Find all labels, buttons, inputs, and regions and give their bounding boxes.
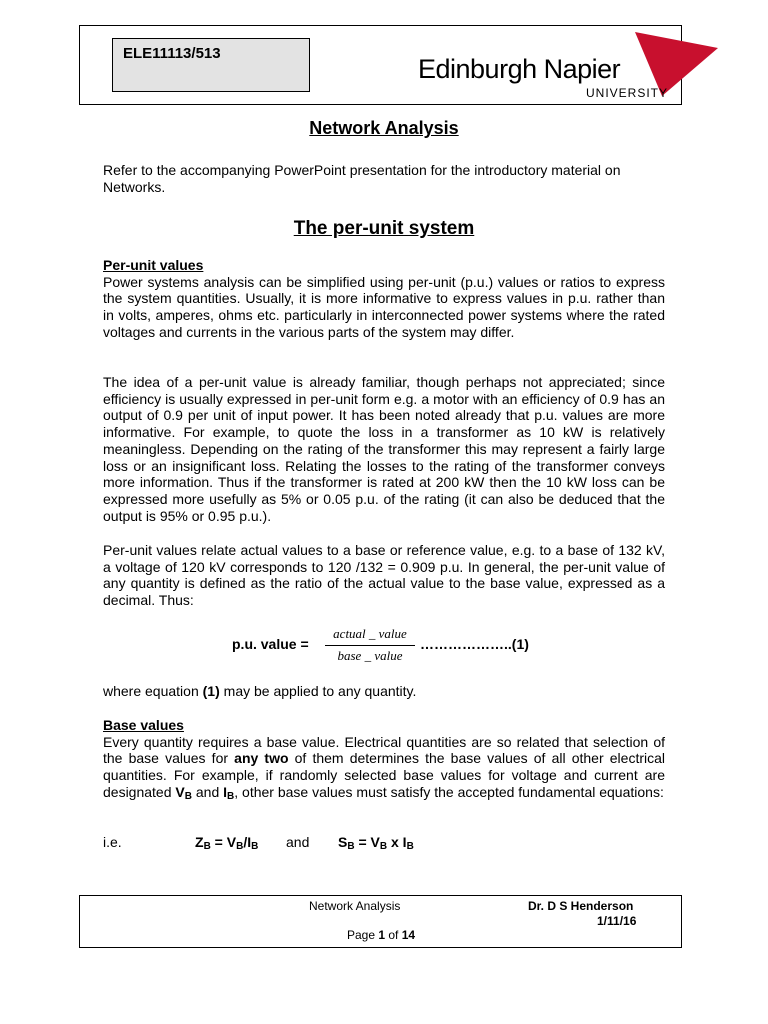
symbol-i-sub: B — [227, 790, 235, 802]
logo-university: UNIVERSITY — [586, 86, 669, 100]
footer-author: Dr. D S Henderson — [528, 899, 634, 913]
course-code-box — [112, 38, 310, 92]
footer-date: 1/11/16 — [597, 914, 637, 928]
symbol-v-sub: B — [184, 790, 192, 802]
z-i-sub: B — [251, 841, 259, 852]
intro-paragraph: Refer to the accompanying PowerPoint presentation for the introductory material on Networks. — [103, 162, 621, 195]
symbol-i: I — [223, 783, 228, 800]
s-eq-v: = V — [354, 834, 380, 850]
base-emphasis: any two — [234, 750, 289, 767]
s-sub: B — [347, 841, 355, 852]
equation-reference: (1) — [202, 683, 220, 699]
per-unit-heading: Per-unit values — [103, 257, 204, 273]
base-values-heading: Base values — [103, 717, 184, 733]
footer-doc-title: Network Analysis — [309, 899, 401, 913]
page-word: Page — [347, 928, 379, 942]
of-word: of — [385, 928, 402, 942]
fraction-bar — [325, 645, 415, 646]
symbol-v: V — [175, 783, 185, 800]
ie-label: i.e. — [103, 834, 122, 850]
s-symbol: S — [338, 834, 348, 850]
base-text-2: of them determines the base values of all other electrical quantities. For example, if randomly selected base values for voltage and current are designated — [103, 750, 665, 800]
z-v-sub: B — [236, 841, 244, 852]
section-title: The per-unit system — [293, 218, 475, 239]
where-text-pre: where equation — [103, 683, 203, 699]
z-eq-v: = V — [210, 834, 237, 850]
z-slash-i: /I — [243, 834, 252, 850]
page-total: 14 — [401, 928, 416, 942]
base-text-3: and — [191, 783, 224, 800]
equation-fraction — [325, 626, 415, 664]
z-sub: B — [203, 841, 211, 852]
base-text-1: Every quantity requires a base value. Electrical quantities are so related that selection of the base values for — [103, 733, 665, 767]
equation-denominator: base _ value — [337, 648, 403, 663]
university-logo — [418, 30, 718, 102]
s-i-sub: B — [406, 841, 414, 852]
s-x-i: x I — [387, 834, 407, 850]
per-unit-section — [103, 257, 665, 341]
s-v-sub: B — [379, 841, 388, 852]
and-label: and — [286, 834, 310, 850]
where-text-post: may be applied to any quantity. — [219, 683, 417, 699]
z-symbol: Z — [195, 834, 204, 850]
equation-number: ………………..(1) — [420, 636, 529, 652]
base-text-4: , other base values must satisfy the accepted fundamental equations: — [234, 783, 664, 800]
base-values-section — [103, 717, 665, 806]
per-unit-paragraph-1: Power systems analysis can be simplified using per-unit (p.u.) values or ratios to express the system quantities. Usually, it is more informative to express values in p.u. rather than in volts, amperes, ohms etc. particularly in interconnected power systems where the rated voltages and currents in the various parts of the system may differ. — [103, 273, 665, 340]
equation-label: p.u. value = — [232, 636, 309, 652]
where-paragraph — [103, 683, 665, 700]
page-number: 1 — [378, 928, 386, 942]
per-unit-paragraph-3: Per-unit values relate actual values to a base or reference value, e.g. to a base of 132 kV, a voltage of 120 kV corresponds to 120 /132 = 0.909 p.u. In general, the per-unit value of any quantity is defined as the ratio of the actual value to the base value, expressed as a decimal. Thus: — [103, 542, 665, 609]
logo-name: Edinburgh Napier — [418, 54, 621, 84]
power-equation — [338, 834, 414, 852]
footer-page — [347, 928, 415, 942]
impedance-equation — [195, 834, 258, 852]
equation-numerator: actual _ value — [333, 626, 407, 641]
page-title: Network Analysis — [309, 118, 459, 138]
per-unit-paragraph-2: The idea of a per-unit value is already familiar, though perhaps not appreciated; since efficiency is usually expressed in per-unit form e.g. a motor with an efficiency of 0.9 has an output of 0.9 per unit of input power. It has been noted already that p.u. values are more informative. For example, to quote the loss in a transformer as 10 kW is relatively meaningless. Depending on the rating of the transformer this may represent a fairly large loss or an insignificant loss. Relating the losses to the rating of the transformer conveys more information. Thus if the transformer is rated at 200 kW then the 10 kW loss can be expressed more usefully as 5% or 0.05 p.u. of the rating (it can also be deduced that the output is 95% or 0.95 p.u.). — [103, 374, 665, 524]
course-code: ELE11113/513 — [123, 45, 221, 62]
